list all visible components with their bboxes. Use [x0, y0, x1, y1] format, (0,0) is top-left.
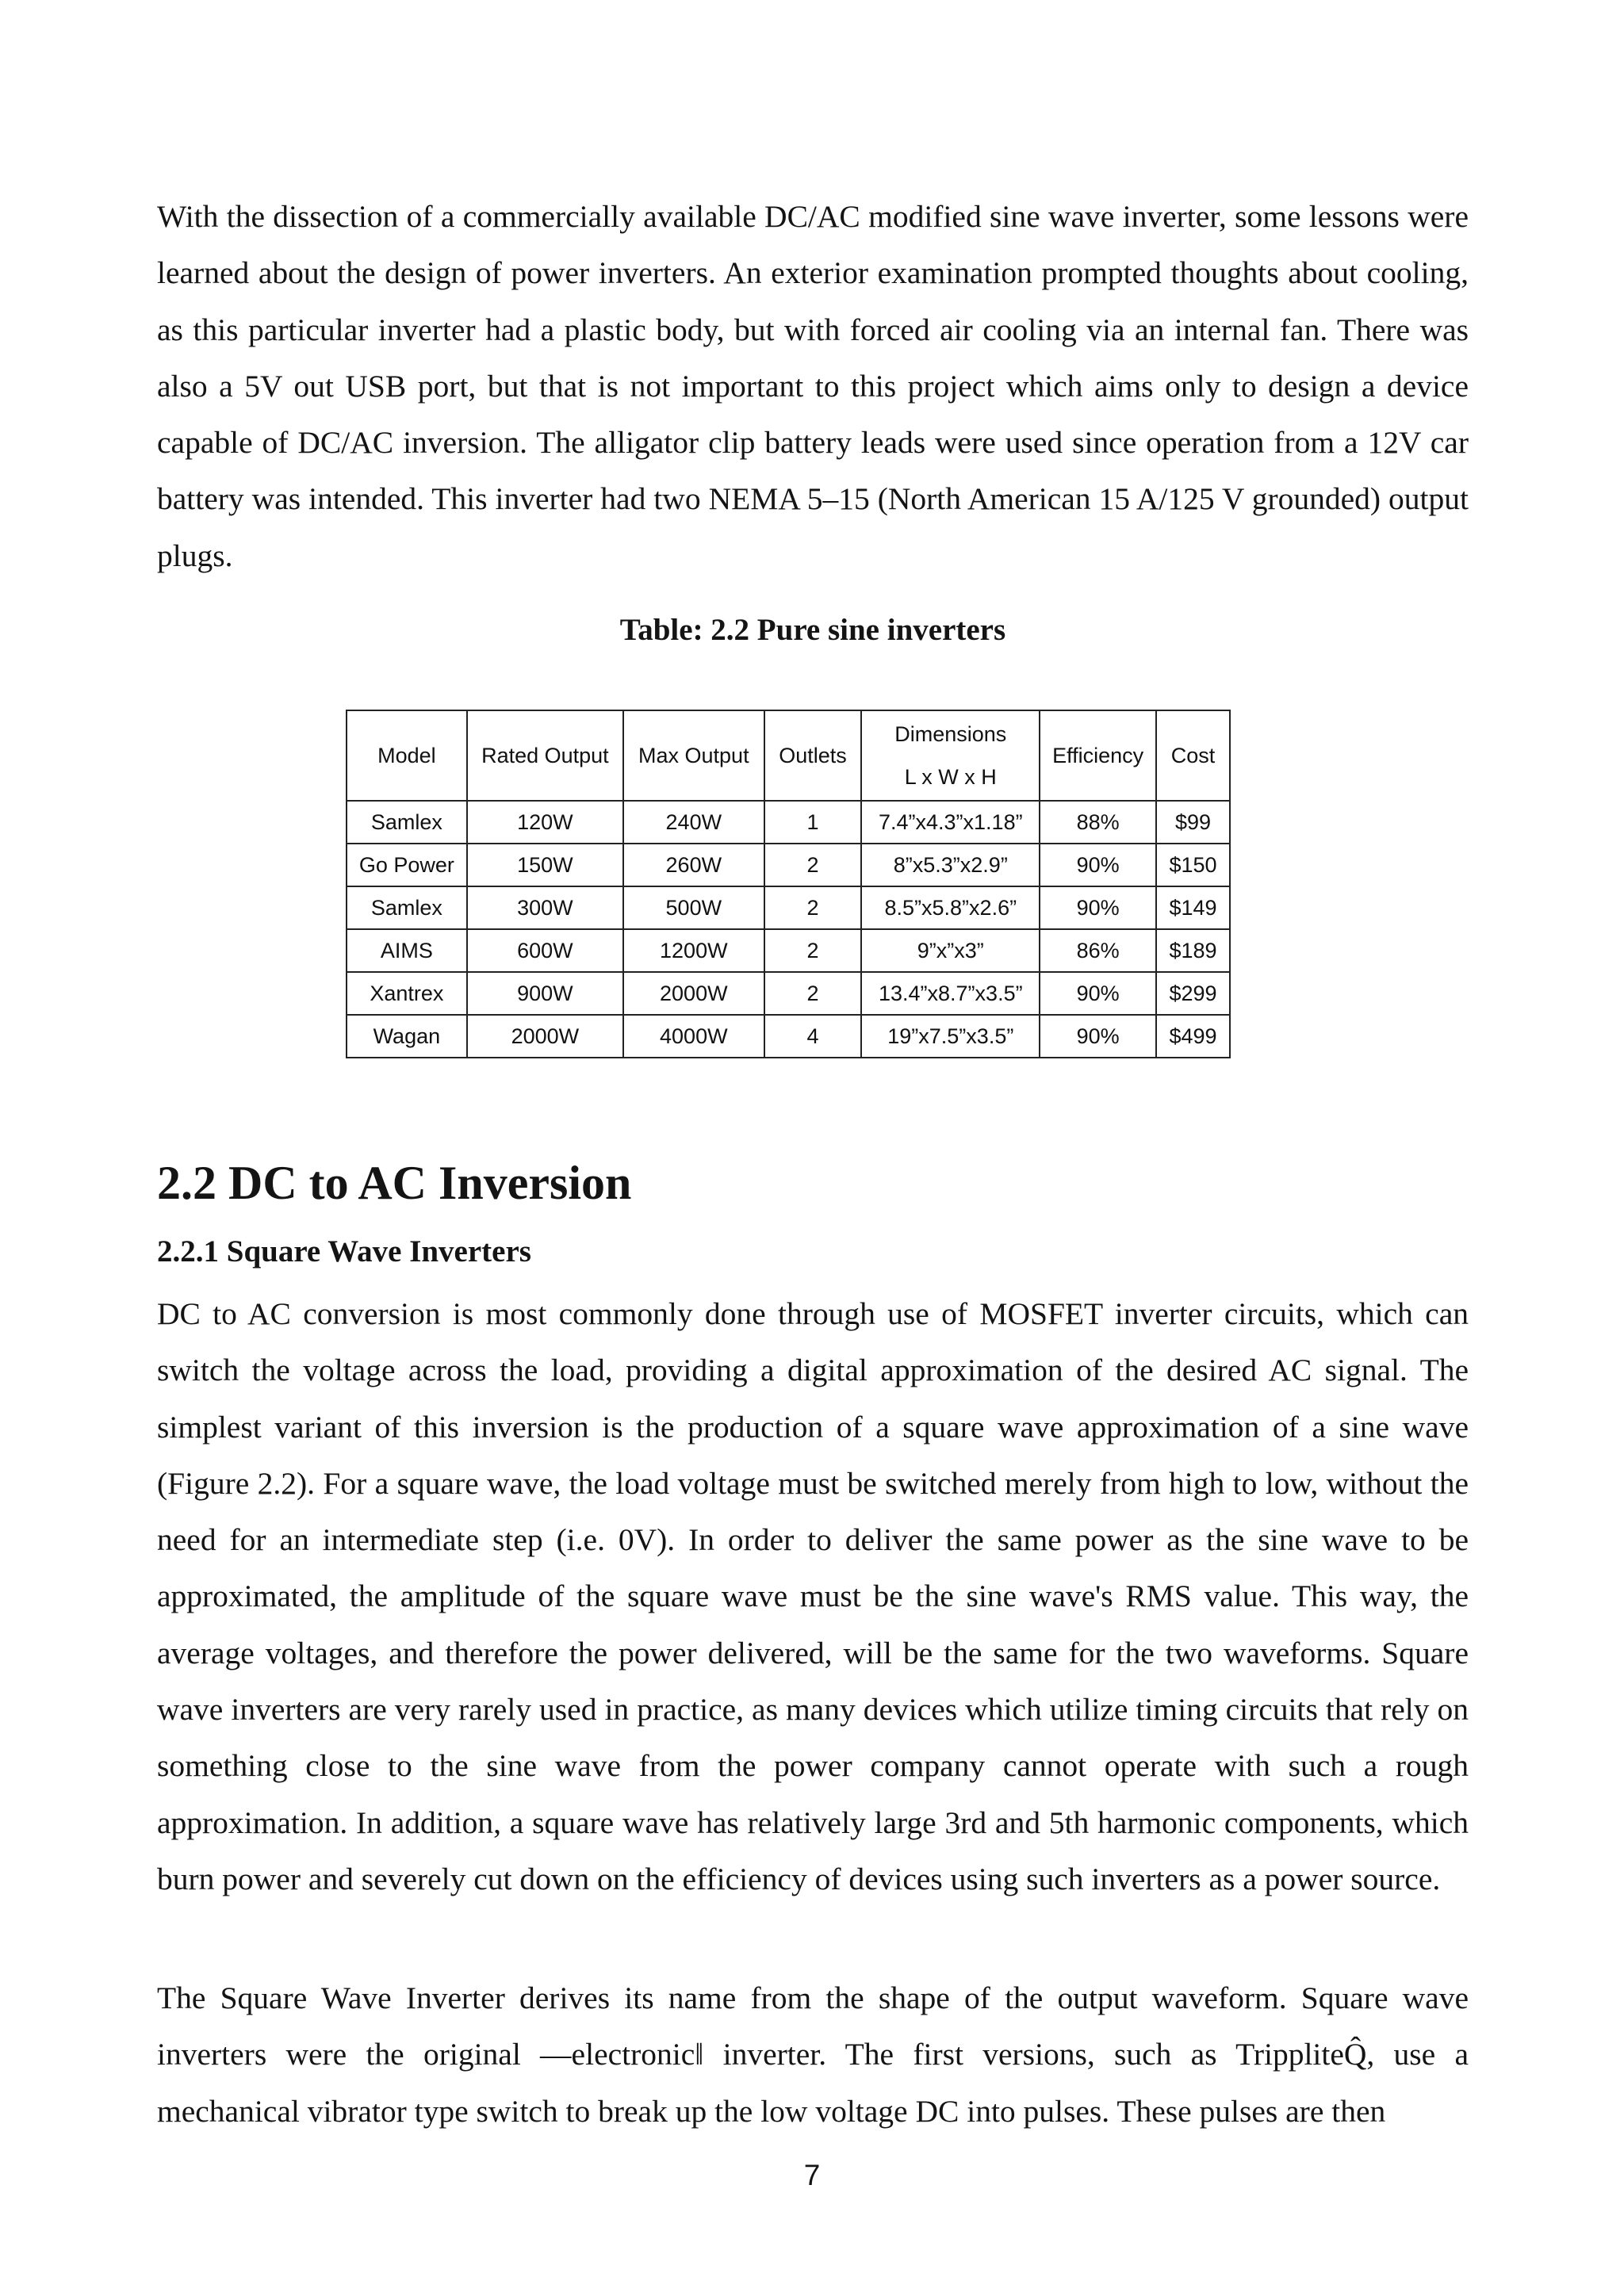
cell-eff: 90%	[1040, 1015, 1156, 1058]
table-header-row	[347, 710, 1230, 801]
cell-cost: $99	[1156, 801, 1230, 844]
cell-dims: 7.4”x4.3”x1.18”	[861, 801, 1040, 844]
cell-dims: 9”x”x3”	[861, 929, 1040, 972]
cell-dims: 8”x5.3”x2.9”	[861, 844, 1040, 886]
cell-outlets: 2	[764, 972, 862, 1015]
cell-max: 1200W	[623, 929, 764, 972]
cell-eff: 90%	[1040, 844, 1156, 886]
cell-model: Wagan	[347, 1015, 467, 1058]
cell-max: 260W	[623, 844, 764, 886]
cell-model: AIMS	[347, 929, 467, 972]
cell-outlets: 2	[764, 929, 862, 972]
cell-model: Go Power	[347, 844, 467, 886]
cell-outlets: 4	[764, 1015, 862, 1058]
cell-dims: 8.5”x5.8”x2.6”	[861, 886, 1040, 929]
cell-eff: 88%	[1040, 801, 1156, 844]
cell-outlets: 2	[764, 844, 862, 886]
table-row	[347, 844, 1230, 886]
cell-eff: 90%	[1040, 886, 1156, 929]
cell-outlets: 1	[764, 801, 862, 844]
table-row	[347, 1015, 1230, 1058]
subsection-heading: 2.2.1 Square Wave Inverters	[157, 1234, 531, 1269]
cell-max: 500W	[623, 886, 764, 929]
header-model: Model	[347, 710, 467, 801]
cell-max: 2000W	[623, 972, 764, 1015]
cell-dims: 19”x7.5”x3.5”	[861, 1015, 1040, 1058]
cell-outlets: 2	[764, 886, 862, 929]
header-outlets: Outlets	[764, 710, 862, 801]
inverter-spec-table	[346, 710, 1231, 1058]
table-row	[347, 972, 1230, 1015]
header-efficiency: Efficiency	[1040, 710, 1156, 801]
header-max-output: Max Output	[623, 710, 764, 801]
section-body-2	[157, 1970, 1469, 2140]
cell-rated: 120W	[467, 801, 623, 844]
header-dimensions	[861, 710, 1040, 801]
cell-cost: $189	[1156, 929, 1230, 972]
intro-paragraph: With the dissection of a commercially available DC/AC modified sine wave inverter, some lessons were learned about the design of power inverters. An exterior examination prompted thoughts about cooling, as this particular inverter had a plastic body, but with forced air cooling via an internal fan. There was also a 5V out USB port, but that is not important to this project which aims only to design a device capable of DC/AC inversion. The alligator clip battery leads were used since operation from a 12V car battery was intended. This inverter had two NEMA 5–15 (North American 15 A/125 V grounded) output plugs.	[157, 199, 1469, 573]
cell-rated: 900W	[467, 972, 623, 1015]
table-row	[347, 929, 1230, 972]
cell-max: 240W	[623, 801, 764, 844]
cell-cost: $499	[1156, 1015, 1230, 1058]
section-body-1	[157, 1286, 1469, 1908]
cell-rated: 2000W	[467, 1015, 623, 1058]
cell-model: Xantrex	[347, 972, 467, 1015]
header-rated-output: Rated Output	[467, 710, 623, 801]
table-row	[347, 886, 1230, 929]
cell-eff: 86%	[1040, 929, 1156, 972]
page-number: 7	[803, 2159, 821, 2191]
header-cost: Cost	[1156, 710, 1230, 801]
header-dimensions-label: Dimensions	[894, 722, 1007, 746]
table-row	[347, 801, 1230, 844]
cell-model: Samlex	[347, 886, 467, 929]
table-caption: Table: 2.2 Pure sine inverters	[619, 613, 1006, 647]
cell-max: 4000W	[623, 1015, 764, 1058]
cell-eff: 90%	[1040, 972, 1156, 1015]
cell-model: Samlex	[347, 801, 467, 844]
cell-dims: 13.4”x8.7”x3.5”	[861, 972, 1040, 1015]
cell-cost: $149	[1156, 886, 1230, 929]
cell-rated: 150W	[467, 844, 623, 886]
header-dimensions-sub: L x W x H	[904, 765, 997, 789]
section-paragraph-1: DC to AC conversion is most commonly done through use of MOSFET inverter circuits, which can switch the voltage across the load, providing a digital approximation of the desired AC signal. The simplest variant of this inversion is the production of a square wave approximation of a sine wave (Figure 2.2). For a square wave, the load voltage must be switched merely from high to low, without the need for an intermediate step (i.e. 0V). In order to deliver the same power as the sine wave to be approximated, the amplitude of the square wave must be the sine wave's RMS value. This way, the average voltages, and therefore the power delivered, will be the same for the two waveforms. Square wave inverters are very rarely used in practice, as many devices which utilize timing circuits that rely on something close to the sine wave from the power company cannot operate with such a rough approximation. In addition, a square wave has relatively large 3rd and 5th harmonic components, which burn power and severely cut down on the efficiency of devices using such inverters as a power source.	[157, 1296, 1469, 1896]
cell-rated: 600W	[467, 929, 623, 972]
cell-cost: $150	[1156, 844, 1230, 886]
cell-rated: 300W	[467, 886, 623, 929]
section-heading: 2.2 DC to AC Inversion	[157, 1157, 632, 1209]
section-paragraph-2: The Square Wave Inverter derives its name from the shape of the output waveform. Square wave inverters were the original ―electronic‖ inverter. The first versions, such as TripplitеQ̂, use a mechanical vibrator type switch to break up the low voltage DC into pulses. These pulses are then	[157, 1980, 1469, 2129]
document-page	[157, 189, 1469, 2129]
cell-cost: $299	[1156, 972, 1230, 1015]
